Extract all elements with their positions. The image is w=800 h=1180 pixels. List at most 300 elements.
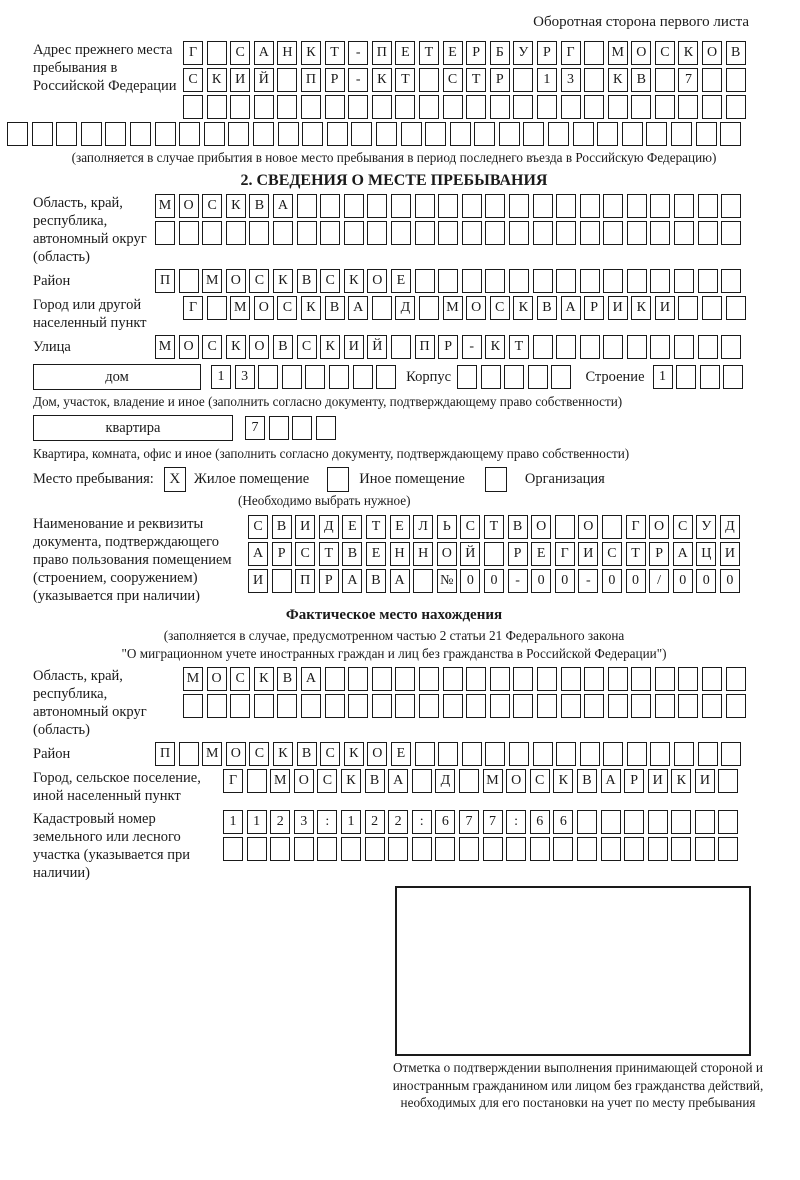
char-cell[interactable]: Г <box>555 542 575 566</box>
char-cell[interactable] <box>671 810 691 834</box>
char-cell[interactable]: Р <box>438 335 458 359</box>
char-cell[interactable]: И <box>230 68 250 92</box>
char-cell[interactable] <box>485 269 505 293</box>
char-cell[interactable]: 7 <box>245 416 265 440</box>
char-cell[interactable] <box>603 335 623 359</box>
char-cell[interactable] <box>81 122 102 146</box>
char-cell[interactable] <box>305 365 325 389</box>
char-cell[interactable]: М <box>202 742 222 766</box>
char-cell[interactable]: О <box>466 296 486 320</box>
char-cell[interactable] <box>325 667 345 691</box>
char-cell[interactable] <box>624 837 644 861</box>
char-cell[interactable]: К <box>513 296 533 320</box>
char-cell[interactable] <box>702 667 722 691</box>
char-cell[interactable] <box>401 122 422 146</box>
char-cell[interactable]: Й <box>367 335 387 359</box>
char-cell[interactable]: Н <box>277 41 297 65</box>
char-cell[interactable]: О <box>179 194 199 218</box>
char-cell[interactable] <box>292 416 312 440</box>
char-cell[interactable]: 1 <box>223 810 243 834</box>
char-cell[interactable]: Р <box>584 296 604 320</box>
char-cell[interactable] <box>509 194 529 218</box>
char-cell[interactable] <box>329 365 349 389</box>
char-cell[interactable] <box>277 68 297 92</box>
char-cell[interactable] <box>577 810 597 834</box>
char-cell[interactable]: С <box>443 68 463 92</box>
char-cell[interactable] <box>344 194 364 218</box>
char-cell[interactable] <box>297 194 317 218</box>
char-cell[interactable] <box>627 221 647 245</box>
char-cell[interactable] <box>7 122 28 146</box>
char-cell[interactable]: А <box>301 667 321 691</box>
char-cell[interactable] <box>226 221 246 245</box>
char-cell[interactable] <box>726 296 746 320</box>
char-cell[interactable] <box>513 694 533 718</box>
char-cell[interactable]: 3 <box>561 68 581 92</box>
char-cell[interactable] <box>556 742 576 766</box>
char-cell[interactable]: 1 <box>653 365 673 389</box>
char-cell[interactable] <box>490 667 510 691</box>
char-cell[interactable]: 2 <box>388 810 408 834</box>
char-cell[interactable] <box>474 122 495 146</box>
char-cell[interactable] <box>320 221 340 245</box>
char-cell[interactable] <box>443 694 463 718</box>
char-cell[interactable]: А <box>342 569 362 593</box>
char-cell[interactable] <box>207 95 227 119</box>
char-cell[interactable]: М <box>608 41 628 65</box>
char-cell[interactable] <box>388 837 408 861</box>
char-cell[interactable]: В <box>297 742 317 766</box>
char-cell[interactable] <box>631 95 651 119</box>
char-cell[interactable]: С <box>320 742 340 766</box>
char-cell[interactable] <box>254 694 274 718</box>
char-cell[interactable]: Т <box>626 542 646 566</box>
char-cell[interactable]: М <box>202 269 222 293</box>
char-cell[interactable] <box>504 365 524 389</box>
char-cell[interactable]: А <box>248 542 268 566</box>
char-cell[interactable] <box>254 95 274 119</box>
char-cell[interactable] <box>584 694 604 718</box>
char-cell[interactable]: К <box>678 41 698 65</box>
char-cell[interactable]: С <box>602 542 622 566</box>
char-cell[interactable] <box>376 365 396 389</box>
char-cell[interactable]: О <box>226 269 246 293</box>
char-cell[interactable] <box>726 68 746 92</box>
char-cell[interactable] <box>466 694 486 718</box>
char-cell[interactable]: Ц <box>696 542 716 566</box>
checkbox-zhiloe[interactable]: X <box>164 467 186 492</box>
char-cell[interactable] <box>655 667 675 691</box>
char-cell[interactable] <box>56 122 77 146</box>
char-cell[interactable]: - <box>348 68 368 92</box>
char-cell[interactable] <box>372 694 392 718</box>
char-cell[interactable] <box>695 810 715 834</box>
char-cell[interactable] <box>506 837 526 861</box>
checkbox-inoe[interactable] <box>327 467 349 492</box>
char-cell[interactable]: Г <box>183 41 203 65</box>
char-cell[interactable]: Л <box>413 515 433 539</box>
char-cell[interactable] <box>228 122 249 146</box>
char-cell[interactable] <box>627 335 647 359</box>
char-cell[interactable]: С <box>530 769 550 793</box>
char-cell[interactable] <box>597 122 618 146</box>
char-cell[interactable] <box>443 95 463 119</box>
char-cell[interactable] <box>718 769 738 793</box>
char-cell[interactable] <box>601 810 621 834</box>
char-cell[interactable]: Б <box>490 41 510 65</box>
char-cell[interactable] <box>648 810 668 834</box>
char-cell[interactable] <box>646 122 667 146</box>
char-cell[interactable] <box>698 742 718 766</box>
char-cell[interactable]: Т <box>366 515 386 539</box>
char-cell[interactable] <box>273 221 293 245</box>
char-cell[interactable]: О <box>578 515 598 539</box>
char-cell[interactable] <box>523 122 544 146</box>
char-cell[interactable]: О <box>531 515 551 539</box>
char-cell[interactable]: К <box>226 194 246 218</box>
char-cell[interactable] <box>723 365 743 389</box>
char-cell[interactable] <box>277 95 297 119</box>
char-cell[interactable] <box>698 194 718 218</box>
char-cell[interactable] <box>327 122 348 146</box>
char-cell[interactable] <box>490 95 510 119</box>
char-cell[interactable] <box>105 122 126 146</box>
char-cell[interactable] <box>372 296 392 320</box>
char-cell[interactable] <box>627 269 647 293</box>
char-cell[interactable]: Н <box>413 542 433 566</box>
char-cell[interactable] <box>484 542 504 566</box>
char-cell[interactable]: М <box>183 667 203 691</box>
char-cell[interactable] <box>678 296 698 320</box>
char-cell[interactable] <box>648 837 668 861</box>
char-cell[interactable] <box>537 694 557 718</box>
char-cell[interactable] <box>603 194 623 218</box>
char-cell[interactable] <box>580 742 600 766</box>
char-cell[interactable] <box>533 194 553 218</box>
char-cell[interactable] <box>702 694 722 718</box>
char-cell[interactable] <box>721 335 741 359</box>
char-cell[interactable] <box>490 694 510 718</box>
char-cell[interactable]: С <box>183 68 203 92</box>
char-cell[interactable] <box>720 122 741 146</box>
char-cell[interactable] <box>320 194 340 218</box>
char-cell[interactable]: Т <box>484 515 504 539</box>
char-cell[interactable] <box>230 95 250 119</box>
char-cell[interactable]: К <box>226 335 246 359</box>
char-cell[interactable]: С <box>277 296 297 320</box>
char-cell[interactable]: Д <box>319 515 339 539</box>
char-cell[interactable] <box>726 95 746 119</box>
char-cell[interactable]: С <box>248 515 268 539</box>
char-cell[interactable] <box>412 837 432 861</box>
char-cell[interactable]: М <box>230 296 250 320</box>
char-cell[interactable] <box>462 269 482 293</box>
char-cell[interactable] <box>294 837 314 861</box>
char-cell[interactable]: Е <box>395 41 415 65</box>
char-cell[interactable] <box>627 742 647 766</box>
char-cell[interactable] <box>258 365 278 389</box>
char-cell[interactable] <box>367 194 387 218</box>
char-cell[interactable] <box>580 269 600 293</box>
char-cell[interactable] <box>698 269 718 293</box>
char-cell[interactable]: В <box>508 515 528 539</box>
char-cell[interactable] <box>580 221 600 245</box>
char-cell[interactable]: Е <box>391 269 411 293</box>
char-cell[interactable] <box>674 269 694 293</box>
char-cell[interactable]: Е <box>531 542 551 566</box>
char-cell[interactable]: П <box>301 68 321 92</box>
char-cell[interactable]: - <box>462 335 482 359</box>
char-cell[interactable]: О <box>702 41 722 65</box>
char-cell[interactable] <box>584 667 604 691</box>
char-cell[interactable]: Р <box>537 41 557 65</box>
char-cell[interactable]: И <box>720 542 740 566</box>
char-cell[interactable]: К <box>553 769 573 793</box>
char-cell[interactable] <box>584 68 604 92</box>
char-cell[interactable] <box>603 221 623 245</box>
char-cell[interactable]: : <box>506 810 526 834</box>
char-cell[interactable]: Р <box>649 542 669 566</box>
char-cell[interactable]: В <box>537 296 557 320</box>
char-cell[interactable]: М <box>443 296 463 320</box>
char-cell[interactable]: Р <box>624 769 644 793</box>
char-cell[interactable] <box>282 365 302 389</box>
char-cell[interactable] <box>553 837 573 861</box>
char-cell[interactable] <box>631 694 651 718</box>
char-cell[interactable]: О <box>649 515 669 539</box>
char-cell[interactable] <box>438 194 458 218</box>
char-cell[interactable] <box>721 742 741 766</box>
char-cell[interactable] <box>580 335 600 359</box>
char-cell[interactable] <box>509 221 529 245</box>
char-cell[interactable] <box>450 122 471 146</box>
char-cell[interactable]: Е <box>366 542 386 566</box>
char-cell[interactable] <box>533 335 553 359</box>
char-cell[interactable] <box>438 269 458 293</box>
char-cell[interactable]: 3 <box>235 365 255 389</box>
char-cell[interactable] <box>608 694 628 718</box>
char-cell[interactable]: 0 <box>484 569 504 593</box>
char-cell[interactable] <box>698 335 718 359</box>
char-cell[interactable]: О <box>631 41 651 65</box>
char-cell[interactable]: О <box>207 667 227 691</box>
char-cell[interactable]: А <box>601 769 621 793</box>
char-cell[interactable] <box>179 742 199 766</box>
char-cell[interactable]: - <box>348 41 368 65</box>
char-cell[interactable]: В <box>726 41 746 65</box>
char-cell[interactable]: Г <box>561 41 581 65</box>
char-cell[interactable] <box>207 296 227 320</box>
char-cell[interactable] <box>533 742 553 766</box>
char-cell[interactable] <box>655 95 675 119</box>
char-cell[interactable]: А <box>388 769 408 793</box>
char-cell[interactable] <box>584 41 604 65</box>
char-cell[interactable] <box>718 810 738 834</box>
char-cell[interactable] <box>726 694 746 718</box>
char-cell[interactable] <box>459 769 479 793</box>
char-cell[interactable] <box>462 742 482 766</box>
char-cell[interactable] <box>301 95 321 119</box>
char-cell[interactable] <box>348 694 368 718</box>
char-cell[interactable]: Г <box>626 515 646 539</box>
char-cell[interactable]: Р <box>325 68 345 92</box>
char-cell[interactable] <box>353 365 373 389</box>
char-cell[interactable]: Т <box>419 41 439 65</box>
char-cell[interactable]: С <box>317 769 337 793</box>
char-cell[interactable]: О <box>367 742 387 766</box>
char-cell[interactable] <box>537 95 557 119</box>
char-cell[interactable] <box>631 667 651 691</box>
char-cell[interactable] <box>695 837 715 861</box>
char-cell[interactable]: 6 <box>530 810 550 834</box>
char-cell[interactable]: С <box>295 542 315 566</box>
char-cell[interactable] <box>650 221 670 245</box>
char-cell[interactable]: С <box>297 335 317 359</box>
char-cell[interactable]: К <box>671 769 691 793</box>
char-cell[interactable]: Т <box>395 68 415 92</box>
char-cell[interactable] <box>204 122 225 146</box>
char-cell[interactable] <box>548 122 569 146</box>
char-cell[interactable] <box>351 122 372 146</box>
char-cell[interactable] <box>302 122 323 146</box>
char-cell[interactable]: П <box>372 41 392 65</box>
char-cell[interactable]: И <box>655 296 675 320</box>
char-cell[interactable] <box>415 742 435 766</box>
char-cell[interactable] <box>551 365 571 389</box>
char-cell[interactable] <box>603 742 623 766</box>
char-cell[interactable] <box>577 837 597 861</box>
char-cell[interactable]: В <box>342 542 362 566</box>
char-cell[interactable] <box>253 122 274 146</box>
char-cell[interactable] <box>561 694 581 718</box>
char-cell[interactable]: Д <box>395 296 415 320</box>
char-cell[interactable] <box>702 95 722 119</box>
char-cell[interactable] <box>481 365 501 389</box>
char-cell[interactable]: 0 <box>460 569 480 593</box>
char-cell[interactable]: / <box>649 569 669 593</box>
char-cell[interactable] <box>301 694 321 718</box>
char-cell[interactable] <box>415 269 435 293</box>
char-cell[interactable]: Т <box>325 41 345 65</box>
char-cell[interactable] <box>395 667 415 691</box>
char-cell[interactable] <box>372 667 392 691</box>
char-cell[interactable] <box>325 95 345 119</box>
char-cell[interactable] <box>425 122 446 146</box>
char-cell[interactable]: В <box>273 335 293 359</box>
char-cell[interactable] <box>348 95 368 119</box>
char-cell[interactable] <box>412 769 432 793</box>
char-cell[interactable] <box>376 122 397 146</box>
char-cell[interactable] <box>627 194 647 218</box>
char-cell[interactable]: И <box>648 769 668 793</box>
char-cell[interactable] <box>513 68 533 92</box>
char-cell[interactable]: В <box>297 269 317 293</box>
char-cell[interactable]: В <box>577 769 597 793</box>
char-cell[interactable]: Г <box>183 296 203 320</box>
char-cell[interactable]: - <box>578 569 598 593</box>
char-cell[interactable] <box>462 194 482 218</box>
char-cell[interactable] <box>247 837 267 861</box>
char-cell[interactable]: 7 <box>459 810 479 834</box>
char-cell[interactable] <box>556 221 576 245</box>
char-cell[interactable] <box>698 221 718 245</box>
char-cell[interactable]: И <box>608 296 628 320</box>
char-cell[interactable]: А <box>673 542 693 566</box>
char-cell[interactable] <box>602 515 622 539</box>
char-cell[interactable]: У <box>513 41 533 65</box>
char-cell[interactable]: Д <box>720 515 740 539</box>
char-cell[interactable] <box>466 667 486 691</box>
char-cell[interactable]: К <box>207 68 227 92</box>
char-cell[interactable] <box>223 837 243 861</box>
char-cell[interactable] <box>155 221 175 245</box>
char-cell[interactable]: С <box>249 269 269 293</box>
char-cell[interactable] <box>561 667 581 691</box>
char-cell[interactable]: К <box>320 335 340 359</box>
char-cell[interactable]: № <box>437 569 457 593</box>
char-cell[interactable] <box>348 667 368 691</box>
char-cell[interactable]: С <box>230 41 250 65</box>
char-cell[interactable]: 2 <box>365 810 385 834</box>
apartment-box[interactable]: квартира <box>33 415 233 441</box>
char-cell[interactable]: П <box>295 569 315 593</box>
char-cell[interactable] <box>457 365 477 389</box>
char-cell[interactable]: Р <box>319 569 339 593</box>
char-cell[interactable]: С <box>249 742 269 766</box>
house-box[interactable]: дом <box>33 364 201 390</box>
char-cell[interactable] <box>556 335 576 359</box>
char-cell[interactable] <box>249 221 269 245</box>
char-cell[interactable] <box>462 221 482 245</box>
char-cell[interactable]: М <box>270 769 290 793</box>
char-cell[interactable]: К <box>301 296 321 320</box>
char-cell[interactable] <box>230 694 250 718</box>
char-cell[interactable]: 7 <box>678 68 698 92</box>
char-cell[interactable]: В <box>365 769 385 793</box>
char-cell[interactable]: С <box>460 515 480 539</box>
char-cell[interactable]: С <box>202 335 222 359</box>
char-cell[interactable] <box>419 667 439 691</box>
char-cell[interactable]: 6 <box>553 810 573 834</box>
char-cell[interactable] <box>485 221 505 245</box>
char-cell[interactable]: Е <box>391 742 411 766</box>
char-cell[interactable]: К <box>273 742 293 766</box>
char-cell[interactable]: 0 <box>626 569 646 593</box>
char-cell[interactable] <box>655 694 675 718</box>
char-cell[interactable]: К <box>344 742 364 766</box>
char-cell[interactable] <box>207 41 227 65</box>
char-cell[interactable]: - <box>508 569 528 593</box>
char-cell[interactable] <box>674 221 694 245</box>
char-cell[interactable]: В <box>277 667 297 691</box>
char-cell[interactable] <box>419 68 439 92</box>
char-cell[interactable]: 0 <box>673 569 693 593</box>
char-cell[interactable] <box>702 296 722 320</box>
char-cell[interactable] <box>696 122 717 146</box>
char-cell[interactable] <box>179 221 199 245</box>
char-cell[interactable]: Г <box>223 769 243 793</box>
char-cell[interactable] <box>391 335 411 359</box>
char-cell[interactable]: В <box>272 515 292 539</box>
char-cell[interactable] <box>466 95 486 119</box>
char-cell[interactable]: Е <box>342 515 362 539</box>
char-cell[interactable] <box>674 194 694 218</box>
char-cell[interactable] <box>608 95 628 119</box>
char-cell[interactable] <box>678 95 698 119</box>
char-cell[interactable]: Е <box>443 41 463 65</box>
char-cell[interactable]: 1 <box>211 365 231 389</box>
char-cell[interactable] <box>513 667 533 691</box>
